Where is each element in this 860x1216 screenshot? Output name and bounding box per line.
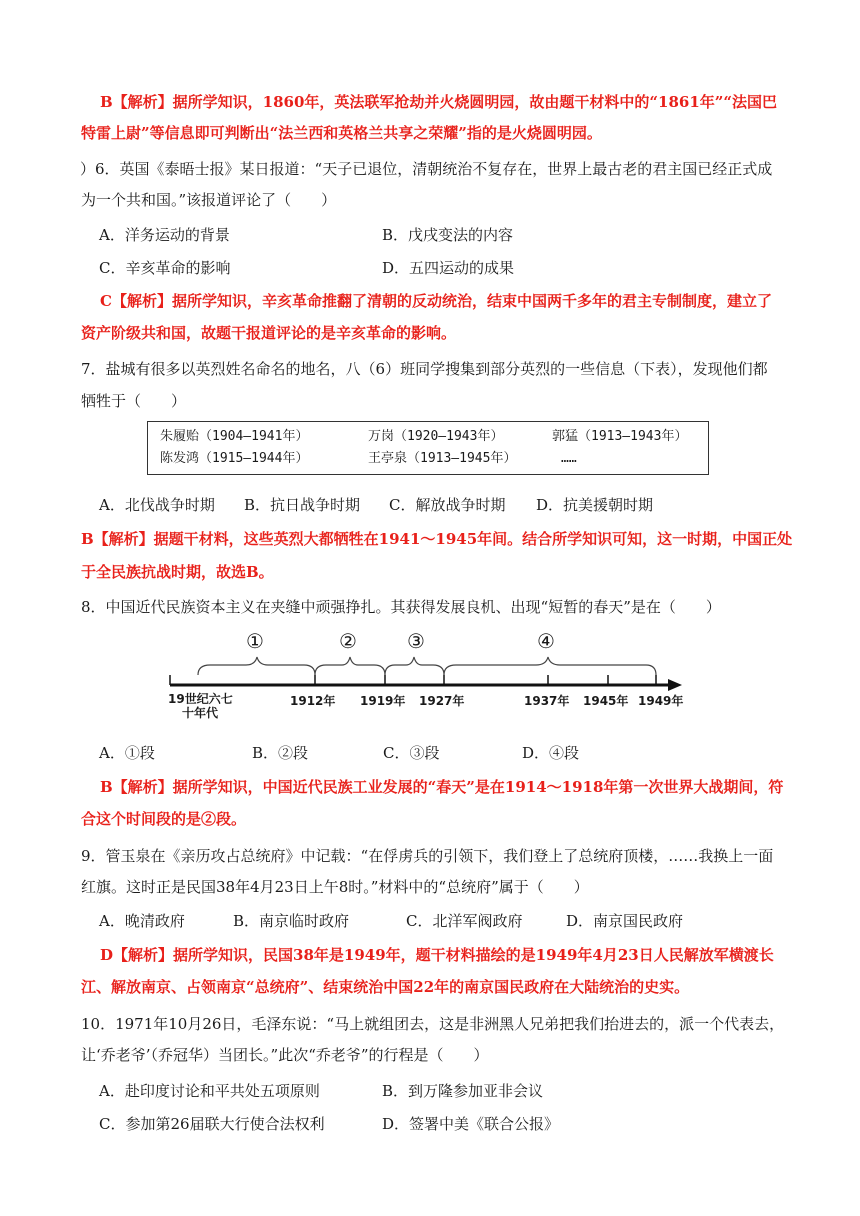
timeline-arrow: [668, 679, 682, 691]
table-cell: 万岗（1920—1943年）: [368, 429, 504, 444]
tick-label-1945: 1945年: [583, 694, 629, 708]
q6-option-b: B．戊戌变法的内容: [382, 226, 514, 244]
timeline-braces: [198, 657, 656, 675]
segment-label-1: ①: [246, 629, 264, 653]
table-cell: 王亭泉（1913—1945年）: [368, 451, 517, 466]
q7-option-a: A．北伐战争时期: [99, 496, 215, 514]
q8-option-c: C．③段: [383, 744, 440, 762]
q8-analysis-line2: 合这个时间段的是②段。: [81, 810, 247, 828]
q8-option-d: D．④段: [522, 744, 580, 762]
q9-option-d: D．南京国民政府: [566, 912, 684, 930]
q7-analysis-line1: B【解析】据题干材料，这些英烈大都牺牲在1941～1945年间。结合所学知识可知，这一时期，中国正处: [81, 530, 793, 548]
q10-option-c: C．参加第26届联大行使合法权利: [99, 1115, 325, 1133]
q7-stem-line2: 牺牲于（ ）: [81, 392, 187, 410]
q9-option-a: A．晚清政府: [99, 912, 185, 930]
q6-stem-line1: ）6．英国《泰晤士报》某日报道：“天子已退位，清朝统治不复存在，世界上最古老的君主国已经正式成: [80, 160, 773, 178]
q9-analysis-line2: 江、解放南京、占领南京“总统府”、结束统治中国22年的南京国民政府在大陆统治的史实。: [81, 978, 690, 996]
q10-option-a: A．赴印度讨论和平共处五项原则: [99, 1082, 320, 1100]
q7-analysis-line2: 于全民族抗战时期，故选B。: [81, 563, 274, 581]
q6-analysis-line2: 资产阶级共和国，故题干报道评论的是辛亥革命的影响。: [81, 324, 457, 342]
table-cell: ……: [561, 451, 577, 466]
q6-option-c: C．辛亥革命的影响: [99, 259, 231, 277]
q9-analysis-line1: D【解析】据所学知识，民国38年是1949年，题干材料描绘的是1949年4月23日人民解放军横渡长: [100, 946, 774, 964]
tick-label-start-line1: 19世纪六七: [168, 692, 233, 706]
table-cell: 郭猛（1913—1943年）: [552, 429, 688, 444]
tick-label-1912: 1912年: [290, 694, 336, 708]
q6-option-a: A．洋务运动的背景: [99, 226, 230, 244]
q9-option-b: B．南京临时政府: [233, 912, 350, 930]
table-cell: 陈发鸿（1915—1944年）: [160, 451, 309, 466]
heroes-table: [147, 421, 709, 475]
q10-stem-line1: 10．1971年10月26日，毛泽东说：“马上就组团去，这是非洲黑人兄弟把我们抬进去的，派一个代表去，: [81, 1015, 785, 1033]
q10-option-d: D．签署中美《联合公报》: [382, 1115, 560, 1133]
tick-label-1919: 1919年: [360, 694, 406, 708]
tick-label-1949: 1949年: [638, 694, 684, 708]
q7-stem-line1: 7．盐城有很多以英烈姓名命名的地名，八（6）班同学搜集到部分英烈的一些信息（下表），发现他们都: [81, 360, 768, 378]
q10-stem-line2: 让‘乔老爷’（乔冠华）当团长。”此次“乔老爷”的行程是（ ）: [81, 1046, 489, 1064]
tick-label-1937: 1937年: [524, 694, 570, 708]
q8-option-a: A．①段: [99, 744, 155, 762]
q9-stem-line2: 红旗。这时正是民国38年4月23日上午8时。”材料中的“总统府”属于（ ）: [81, 878, 589, 896]
tick-label-1927: 1927年: [419, 694, 465, 708]
q8-option-b: B．②段: [252, 744, 309, 762]
q6-option-d: D．五四运动的成果: [382, 259, 515, 277]
q7-option-c: C．解放战争时期: [389, 496, 506, 514]
q6-analysis-line1: C【解析】据所学知识，辛亥革命推翻了清朝的反动统治，结束中国两千多年的君主专制制度，建立了: [100, 292, 772, 310]
q9-stem-line1: 9．管玉泉在《亲历攻占总统府》中记载：“在俘虏兵的引领下，我们登上了总统府顶楼，……我换上一面: [81, 847, 774, 865]
q6-stem-line2: 为一个共和国。”该报道评论了（ ）: [81, 191, 337, 209]
table-cell: 朱履贻（1904—1941年）: [160, 429, 309, 444]
q10-option-b: B．到万隆参加亚非会议: [382, 1082, 544, 1100]
tick-label-start-line2: 十年代: [182, 706, 219, 720]
segment-label-2: ②: [339, 629, 357, 653]
q8-analysis-line1: B【解析】据所学知识，中国近代民族工业发展的“春天”是在1914～1918年第一次世界大战期间，符: [100, 778, 784, 796]
timeline-diagram: [160, 628, 690, 718]
q9-option-c: C．北洋军阀政府: [406, 912, 523, 930]
segment-label-4: ④: [537, 629, 555, 653]
q8-stem-line1: 8．中国近代民族资本主义在夹缝中顽强挣扎。其获得发展良机、出现“短暂的春天”是在（ ）: [81, 598, 721, 616]
q7-option-d: D．抗美援朝时期: [536, 496, 654, 514]
q7-option-b: B．抗日战争时期: [244, 496, 361, 514]
q5-analysis-line2: 特雷上尉”等信息即可判断出“法兰西和英格兰共享之荣耀”指的是火烧圆明园。: [81, 124, 602, 142]
segment-label-3: ③: [407, 629, 425, 653]
q5-analysis-line1: B【解析】据所学知识，1860年，英法联军抢劫并火烧圆明园，故由题干材料中的“1861年”“法国巴: [100, 93, 778, 111]
